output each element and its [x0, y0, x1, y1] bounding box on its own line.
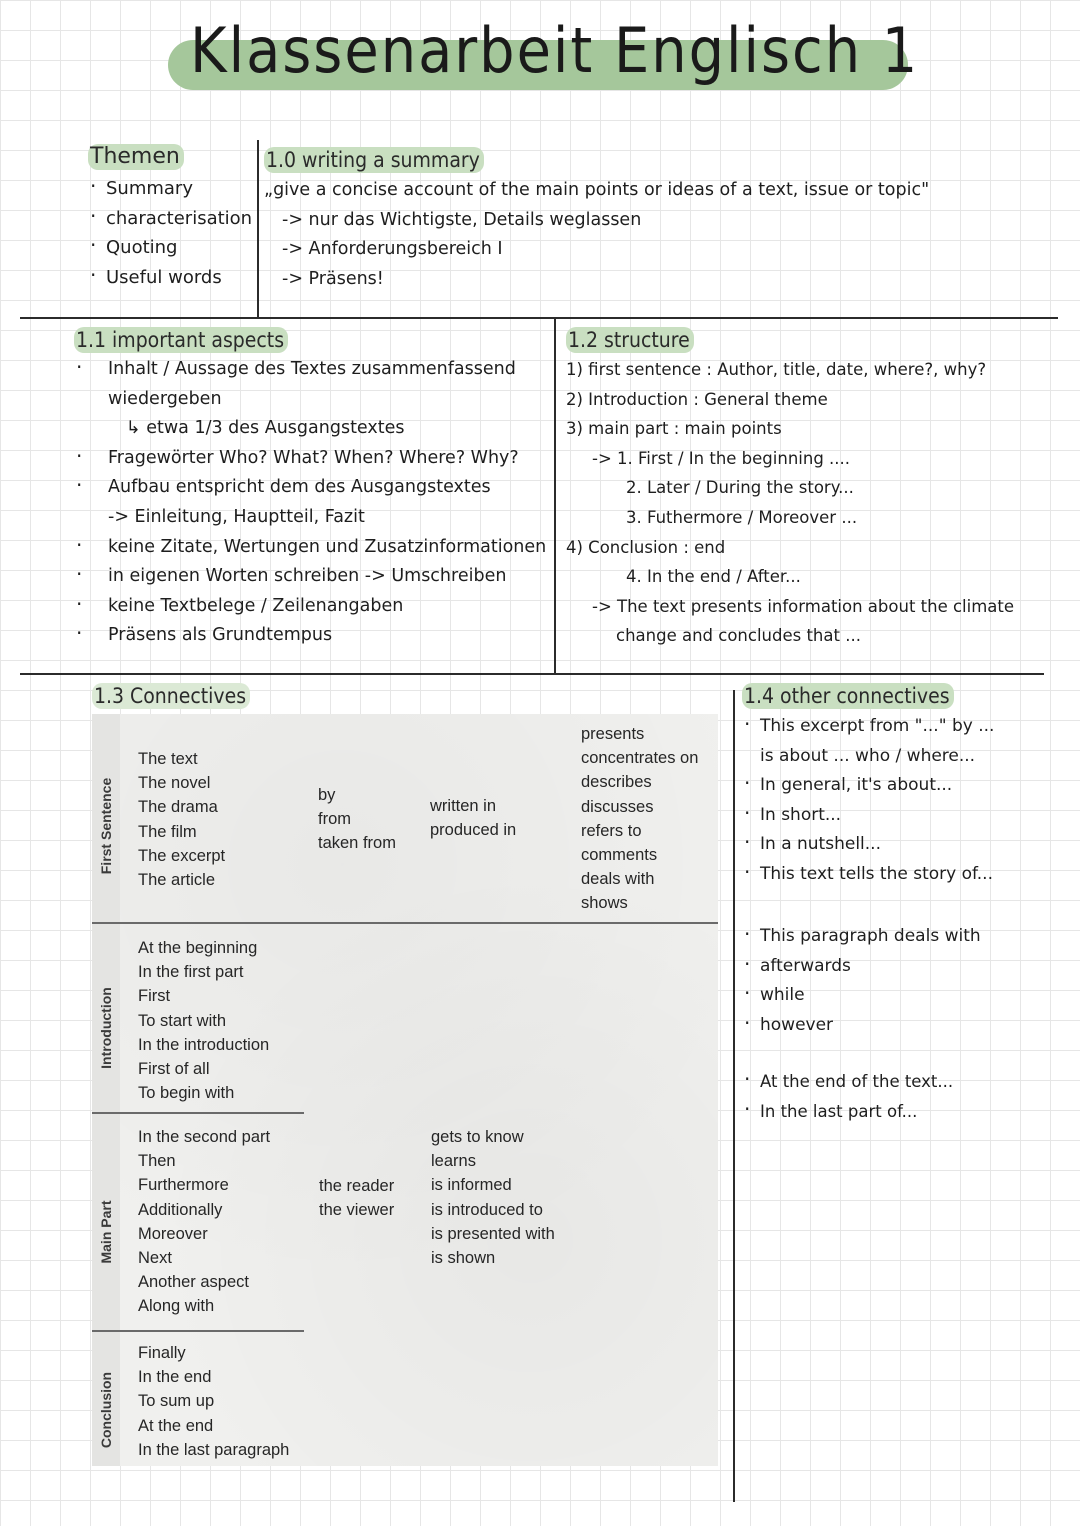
list-item: discusses	[581, 797, 654, 816]
list-item: is shown	[431, 1249, 496, 1268]
list-item: „give a concise account of the main points or ideas of a text, issue or topic"	[264, 180, 930, 200]
themen-heading: Themen	[88, 144, 184, 170]
divider-bottom-vertical	[733, 690, 735, 1502]
conclusion-phrases	[138, 1341, 289, 1462]
connectives-rule	[92, 1112, 304, 1114]
list-item: To sum up	[138, 1392, 215, 1411]
list-item: is presented with	[431, 1224, 555, 1243]
list-item: is informed	[431, 1176, 512, 1195]
list-item: · At the end of the text...	[742, 1067, 953, 1097]
structure-section	[566, 327, 1014, 651]
list-item: At the beginning	[138, 939, 258, 957]
structure-heading: 1.2 structure	[566, 327, 694, 353]
writing-summary-heading: 1.0 writing a summary	[264, 147, 484, 173]
structure-lines	[566, 355, 1014, 651]
divider-row-2	[20, 673, 1044, 675]
other-connectives-heading: 1.4 other connectives	[742, 683, 954, 709]
list-item: -> Präsens!	[282, 268, 384, 289]
list-item: The film	[138, 822, 197, 841]
list-item: gets to know	[431, 1128, 524, 1146]
other-connectives-group-1	[742, 712, 994, 890]
list-item: Furthermore	[138, 1176, 229, 1195]
themen-list	[88, 174, 252, 292]
list-item: -> The text presents information about the climate	[592, 596, 1015, 616]
introduction-phrases	[138, 936, 269, 1105]
list-item: · Präsens als Grundtempus	[74, 621, 546, 651]
first-sentence-verbs	[581, 722, 698, 916]
main-part-subjects	[319, 1174, 394, 1222]
list-item: -> Anforderungsbereich I	[282, 239, 503, 260]
list-item: 4. In the end / After...	[626, 567, 801, 587]
list-item: At the end	[138, 1416, 214, 1435]
list-item: the reader	[319, 1177, 395, 1195]
list-item: shows	[581, 894, 628, 913]
list-item: The novel	[138, 774, 211, 793]
list-item: comments	[581, 846, 658, 865]
writing-summary-lines	[264, 176, 929, 294]
list-item: 2. Later / During the story...	[626, 478, 854, 498]
list-item: change and concludes that ...	[616, 626, 861, 646]
list-item: 3. Futhermore / Moreover ...	[626, 507, 858, 527]
connectives-heading: 1.3 Connectives	[92, 683, 250, 709]
list-item: · keine Zitate, Wertungen und Zusatzinformationen	[74, 533, 546, 563]
list-item: is introduced to	[431, 1200, 543, 1219]
list-item: In the second part	[138, 1128, 271, 1146]
first-sentence-participles	[430, 794, 516, 842]
list-item: by	[318, 786, 336, 804]
list-item: In the end	[138, 1368, 212, 1387]
connectives-table	[92, 714, 718, 1466]
list-item: Then	[138, 1152, 176, 1171]
list-item: · This text tells the story of...	[742, 860, 994, 890]
list-item: The drama	[138, 798, 218, 817]
list-item: · in eigenen Worten schreiben -> Umschreiben	[74, 562, 546, 592]
list-item: In the last paragraph	[138, 1440, 290, 1459]
main-part-verbs	[431, 1125, 555, 1270]
list-item: refers to	[581, 821, 642, 840]
list-item: Finally	[138, 1344, 186, 1362]
list-item: 3) main part : main points	[566, 419, 782, 439]
list-item: First	[138, 987, 171, 1006]
list-item: In the first part	[138, 963, 244, 982]
list-item: Moreover	[138, 1224, 208, 1243]
connectives-rule	[92, 922, 718, 924]
list-item: · afterwards	[742, 952, 981, 982]
themen-section	[88, 144, 252, 292]
list-item: taken from	[318, 834, 396, 853]
list-item: presents	[581, 725, 645, 743]
list-item: describes	[581, 773, 652, 792]
divider-row-1	[20, 317, 1058, 319]
conclusion-label: Conclusion	[98, 1371, 114, 1449]
list-item: First of all	[138, 1060, 210, 1079]
main-part-phrases	[138, 1125, 270, 1319]
list-item: · In a nutshell...	[742, 830, 994, 860]
list-item: written in	[430, 797, 497, 815]
other-connectives-group-3-wrap	[742, 1067, 953, 1126]
important-aspects-heading: 1.1 important aspects	[74, 327, 288, 353]
list-item: To start with	[138, 1011, 227, 1030]
list-item: · In short...	[742, 801, 994, 831]
list-item: Another aspect	[138, 1273, 249, 1292]
divider-top-vertical	[257, 140, 259, 318]
writing-summary-section	[264, 147, 929, 294]
important-aspects-section	[74, 327, 546, 651]
list-item: To begin with	[138, 1084, 235, 1103]
list-item: · Summary	[88, 174, 252, 204]
list-item: · however	[742, 1011, 981, 1041]
main-part-label: Main Part	[98, 1200, 114, 1264]
list-item: · This paragraph deals with	[742, 922, 981, 952]
other-connectives-group-2	[742, 922, 981, 1040]
other-connectives-group-2-wrap	[742, 922, 981, 1040]
list-item: Along with	[138, 1297, 215, 1316]
list-item: concentrates on	[581, 749, 699, 768]
list-item: deals with	[581, 870, 655, 889]
list-item: Additionally	[138, 1200, 223, 1219]
list-item: · In the last part of...	[742, 1097, 953, 1127]
list-item: · Inhalt / Aussage des Textes zusammenfassend	[74, 355, 546, 385]
list-item: wiedergeben	[108, 388, 222, 409]
list-item: · Aufbau entspricht dem des Ausgangstextes	[74, 473, 546, 503]
page-title: Klassenarbeit Englisch 1	[190, 14, 920, 87]
list-item: -> 1. First / In the beginning ....	[592, 448, 851, 468]
first-sentence-prepositions	[318, 783, 396, 856]
divider-middle-vertical	[554, 318, 556, 674]
connectives-rule	[92, 1330, 304, 1332]
first-sentence-label: First Sentence	[98, 777, 114, 875]
list-item: Next	[138, 1249, 172, 1268]
list-item: The article	[138, 871, 216, 890]
list-item: 2) Introduction : General theme	[566, 389, 828, 409]
list-item: 4) Conclusion : end	[566, 537, 726, 557]
list-item: The excerpt	[138, 846, 226, 865]
list-item: · while	[742, 981, 981, 1011]
list-item: is about ... who / where...	[760, 745, 976, 766]
list-item: · In general, it's about...	[742, 771, 994, 801]
list-item: from	[318, 810, 351, 829]
list-item: · Quoting	[88, 233, 252, 263]
list-item: · keine Textbelege / Zeilenangaben	[74, 592, 546, 622]
other-connectives-group-3	[742, 1067, 953, 1126]
other-connectives-section	[742, 683, 994, 890]
list-item: The text	[138, 750, 198, 768]
list-item: learns	[431, 1152, 476, 1171]
list-item: · This excerpt from "..." by ...	[742, 712, 994, 742]
list-item: · Useful words	[88, 263, 252, 293]
list-item: In the introduction	[138, 1035, 270, 1054]
connectives-section-header	[92, 683, 250, 709]
list-item: -> Einleitung, Hauptteil, Fazit	[108, 506, 365, 527]
list-item: · characterisation	[88, 204, 252, 234]
important-aspects-list	[74, 355, 546, 651]
list-item: · Fragewörter Who? What? When? Where? Why?	[74, 444, 546, 474]
list-item: produced in	[430, 821, 517, 840]
list-item: the viewer	[319, 1201, 395, 1220]
list-item: 1) first sentence : Author, title, date, where?, why?	[566, 360, 987, 379]
list-item: ↳ etwa 1/3 des Ausgangstextes	[126, 418, 405, 439]
list-item: -> nur das Wichtigste, Details weglassen	[282, 209, 642, 230]
first-sentence-subjects	[138, 747, 225, 892]
introduction-label: Introduction	[98, 987, 114, 1069]
